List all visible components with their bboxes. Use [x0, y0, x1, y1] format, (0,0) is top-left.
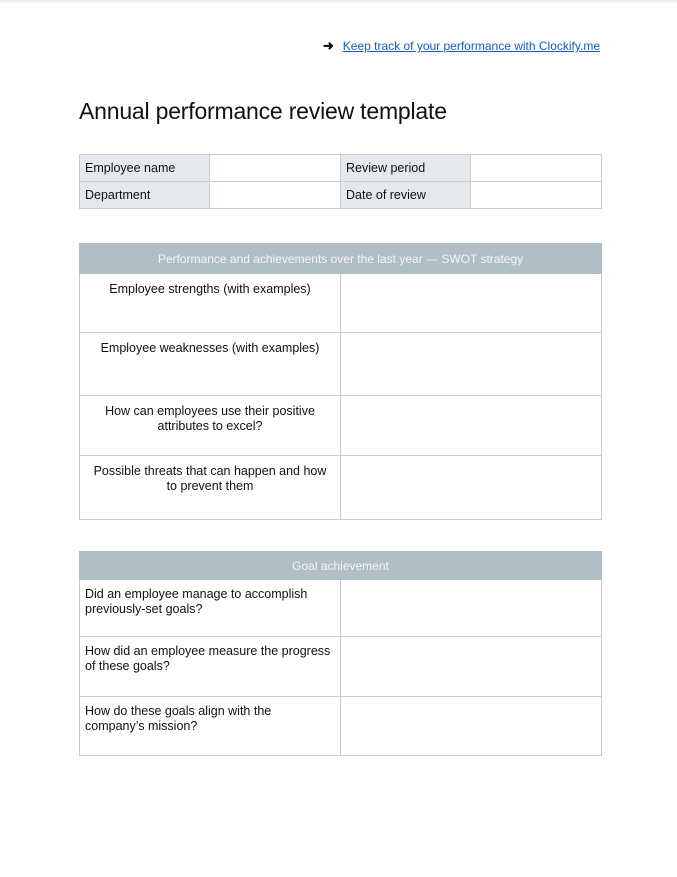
weaknesses-answer-field[interactable]: [341, 333, 602, 396]
goals-accomplished-answer-field[interactable]: [341, 580, 602, 637]
threats-question: Possible threats that can happen and how to prevent them: [80, 456, 341, 520]
threats-answer-field[interactable]: [341, 456, 602, 520]
review-period-label: Review period: [341, 155, 471, 182]
table-row: [80, 333, 602, 396]
goals-section-header: Goal achievement: [80, 552, 602, 580]
goals-progress-question: How did an employee measure the progress of these goals?: [80, 637, 341, 697]
section-header-row: [80, 244, 602, 274]
table-row: [80, 396, 602, 456]
table-row: [80, 456, 602, 520]
weaknesses-question: Employee weaknesses (with examples): [80, 333, 341, 396]
date-of-review-label: Date of review: [341, 182, 471, 209]
arrow-right-icon: ➜: [322, 38, 334, 53]
strengths-answer-field[interactable]: [341, 274, 602, 333]
opportunities-question: How can employees use their positive attributes to excel?: [80, 396, 341, 456]
goals-table: [79, 551, 602, 756]
section-header-row: [80, 552, 602, 580]
table-row: [80, 580, 602, 637]
goals-progress-answer-field[interactable]: [341, 637, 602, 697]
employee-info-table: [79, 154, 602, 209]
table-row: [80, 182, 602, 209]
strengths-question: Employee strengths (with examples): [80, 274, 341, 333]
date-of-review-field[interactable]: [471, 182, 602, 209]
swot-table: [79, 243, 602, 520]
department-label: Department: [80, 182, 210, 209]
employee-name-field[interactable]: [210, 155, 341, 182]
top-shadow: [0, 0, 677, 4]
clockify-link[interactable]: Keep track of your performance with Clockify.me: [342, 39, 600, 53]
table-row: [80, 697, 602, 756]
clockify-link-row: [323, 38, 600, 54]
goals-mission-answer-field[interactable]: [341, 697, 602, 756]
opportunities-answer-field[interactable]: [341, 396, 602, 456]
table-row: [80, 155, 602, 182]
table-row: [80, 274, 602, 333]
review-period-field[interactable]: [471, 155, 602, 182]
page-title: Annual performance review template: [79, 98, 447, 124]
table-row: [80, 637, 602, 697]
goals-mission-question: How do these goals align with the company’s mission?: [80, 697, 341, 756]
employee-name-label: Employee name: [80, 155, 210, 182]
swot-section-header: Performance and achievements over the last year — SWOT strategy: [80, 244, 602, 274]
department-field[interactable]: [210, 182, 341, 209]
goals-accomplished-question: Did an employee manage to accomplish previously-set goals?: [80, 580, 341, 637]
